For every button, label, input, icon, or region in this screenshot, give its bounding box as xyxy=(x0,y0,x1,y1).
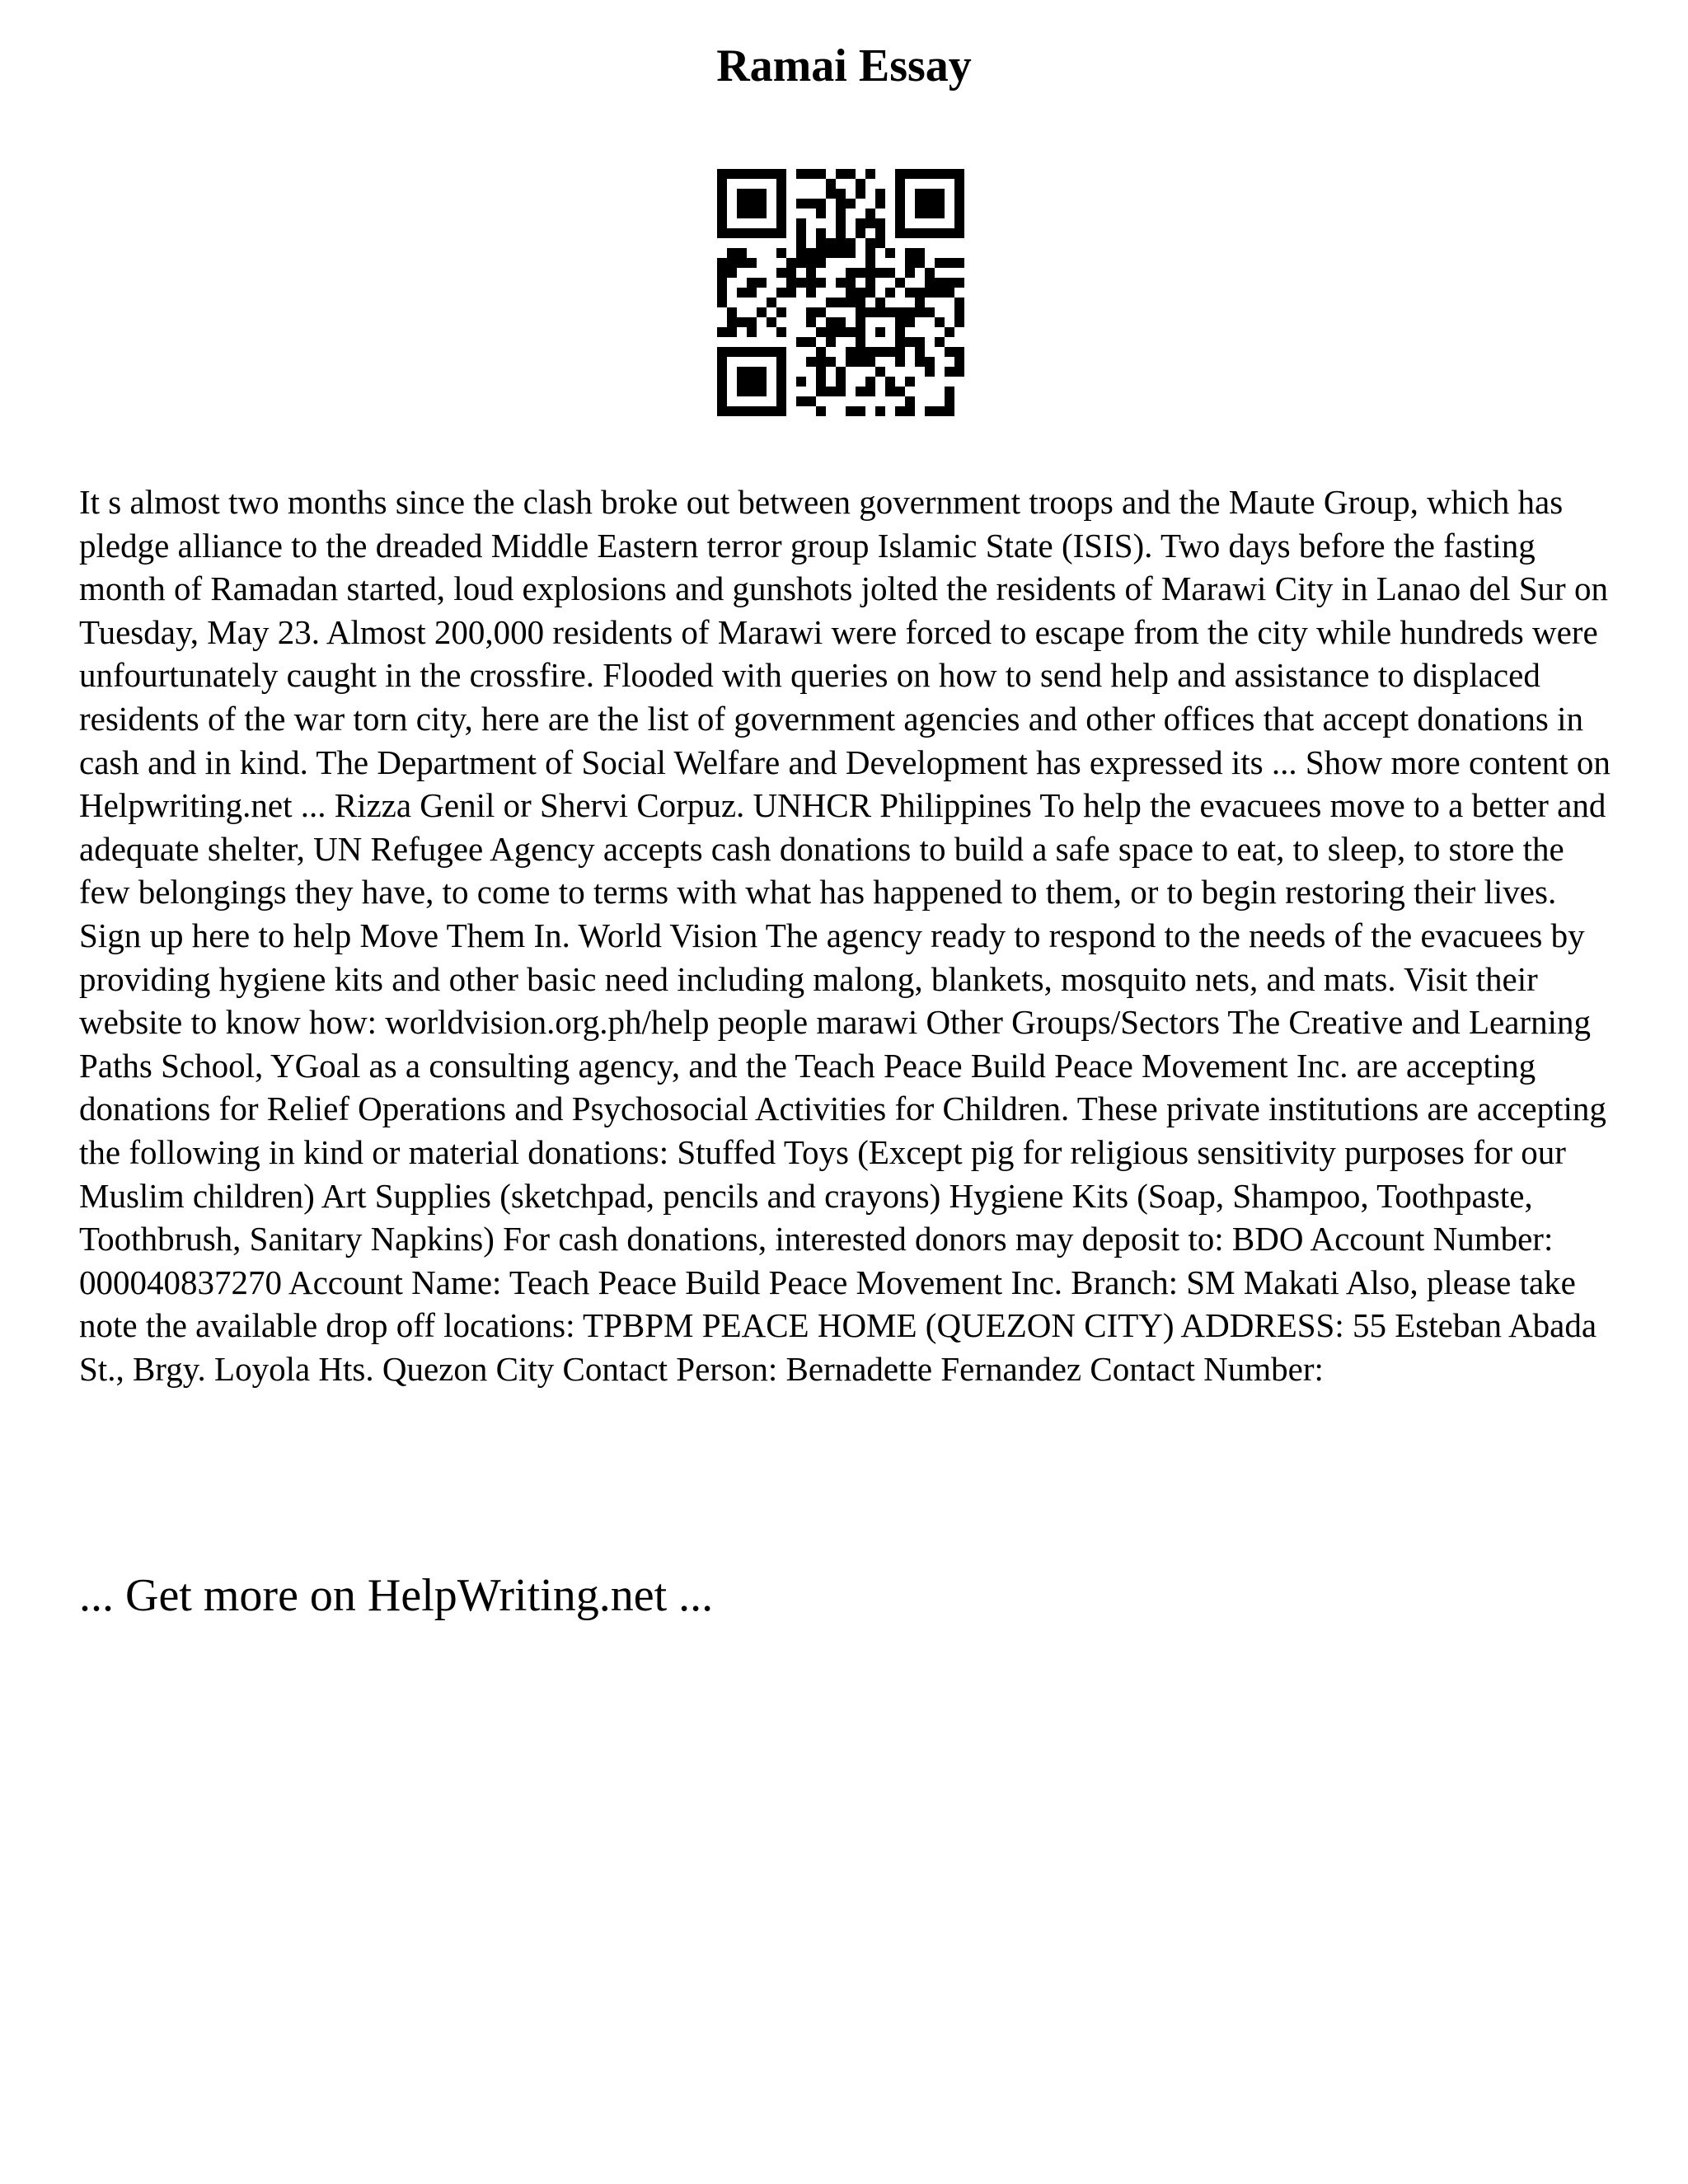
essay-body: It s almost two months since the clash broke out between government troops and the Maute Group, which has pledge alliance to the dreaded Middle Eastern terror group Islamic State (ISIS). Two days before the fasting month of Ramadan started, loud explosions and gunshots jolted the residents of Marawi City in Lanao del Sur on Tuesday, May 23. Almost 200,000 residents of Marawi were forced to escape from the city while hundreds were unfourtunately caught in the crossfire. Flooded with queries on how to send help and assistance to displaced residents of the war torn city, here are the list of government agencies and other offices that accept donations in cash and in kind. The Department of Social Welfare and Development has expressed its ... Show more content on Helpwriting.net ... Rizza Genil or Shervi Corpuz. UNHCR Philippines To help the evacuees move to a better and adequate shelter, UN Refugee Agency accepts cash donations to build a safe space to eat, to sleep, to store the few belongings they have, to come to terms with what has happened to them, or to begin restoring their lives. Sign up here to help Move Them In. World Vision The agency ready to respond to the needs of the evacuees by providing hygiene kits and other basic need including malong, blankets, mosquito nets, and mats. Visit their website to know how: worldvision.org.ph/help people marawi Other Groups/Sectors The Creative and Learning Paths School, YGoal as a consulting agency, and the Teach Peace Build Peace Movement Inc. are accepting donations for Relief Operations and Psychosocial Activities for Children. These private institutions are accepting the following in kind or material donations: Stuffed Toys (Except pig for religious sensitivity purposes for our Muslim children) Art Supplies (sketchpad, pencils and crayons) Hygiene Kits (Soap, Shampoo, Toothpaste, Toothbrush, Sanitary Napkins) For cash donations, interested donors may deposit to: BDO Account Number: 000040837270 Account Name: Teach Peace Build Peace Movement Inc. Branch: SM Makati Also, please take note the available drop off locations: TPBPM PEACE HOME (QUEZON CITY) ADDRESS: 55 Esteban Abada St., Brgy. Loyola Hts. Quezon City Contact Person: Bernadette Fernandez Contact Number: xyxy=(79,483,1611,1388)
get-more-link[interactable]: ... Get more on HelpWriting.net ... xyxy=(79,1570,714,1621)
qr-code-icon xyxy=(717,169,964,416)
page-title: Ramai Essay xyxy=(716,40,972,91)
qr-code[interactable] xyxy=(717,169,964,416)
